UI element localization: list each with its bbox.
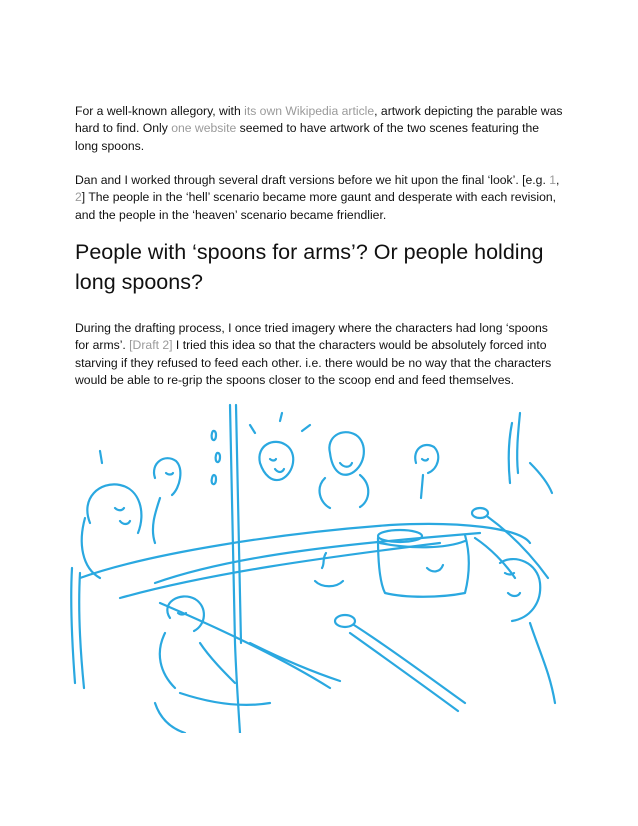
section-heading: People with ‘spoons for arms’? Or people holding long spoons? [75, 240, 544, 294]
paragraph-drafts-text-2: ] The people in the ‘hell’ scenario became more gaunt and desperate with each revision, and the people in the ‘heaven’ scenario became friendlier. [75, 190, 557, 222]
paragraph-drafts-sep: , [556, 173, 560, 187]
draft-2-link[interactable]: 2 [75, 190, 82, 205]
paragraph-spoons-text-2: I tried this idea so that the characters would be absolutely forced into starving if they refused to feed each other. i.e. there would be no way that the characters would be able to re-grip the spoons closer to the scoop end and feed themselves. [75, 338, 552, 388]
paragraph-drafts [75, 172, 565, 224]
paragraph-drafts-text-1: Dan and I worked through several draft versions before we hit upon the final ‘look’. [e.g. [75, 173, 550, 187]
wikipedia-article-link[interactable]: its own Wikipedia article [244, 104, 375, 118]
draft-sketch-illustration [60, 403, 560, 733]
paragraph-spoons-text-1: During the drafting process, I once tried imagery where the characters had long ‘spoons for arms’. [75, 321, 548, 353]
draft-2-bracket-link[interactable]: [Draft 2] [129, 338, 173, 353]
paragraph-intro-text-3: seemed to have artwork of the two scenes featuring the long spoons. [75, 121, 540, 153]
draft-1-link[interactable]: 1 [549, 173, 557, 187]
one-website-link[interactable]: one website [171, 121, 237, 136]
paragraph-spoons [75, 320, 565, 390]
paragraph-intro-text-1: For a well-known allegory, with [75, 104, 245, 118]
paragraph-intro-text-2: , artwork depicting the parable was hard to find. Only [75, 104, 563, 136]
paragraph-intro [75, 103, 565, 155]
